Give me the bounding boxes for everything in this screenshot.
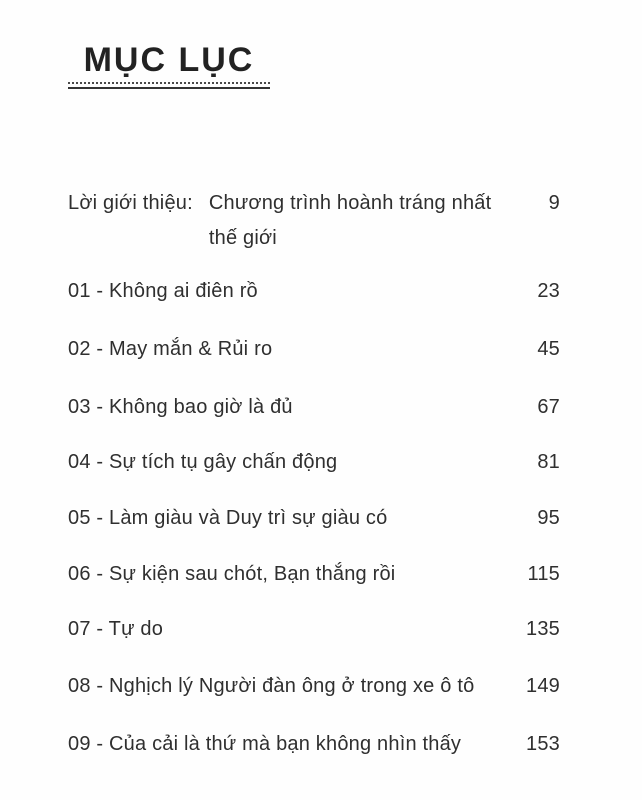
toc-entry	[68, 449, 560, 475]
toc-entry	[68, 616, 560, 642]
toc-entry	[68, 561, 560, 587]
toc-entry-page-number: 67	[537, 396, 560, 418]
toc-entry-label: 04 - Sự tích tụ gây chấn động	[68, 451, 338, 473]
toc-entry-page-number: 45	[537, 338, 560, 360]
toc-entry-label: 03 - Không bao giờ là đủ	[68, 396, 293, 418]
toc-entry	[68, 731, 560, 757]
toc-entry-page-number: 149	[526, 675, 560, 697]
toc-entry	[68, 278, 560, 304]
page-title: MỤC LỤC	[83, 41, 255, 79]
toc-intro-page-number: 9	[548, 192, 560, 214]
toc-entry-label: 09 - Của cải là thứ mà bạn không nhìn thấy	[68, 733, 462, 755]
toc-entry	[68, 394, 560, 420]
toc-entry-label: 08 - Nghịch lý Người đàn ông ở trong xe ô tô	[68, 675, 475, 697]
toc-entry-page-number: 115	[527, 563, 560, 585]
toc-entry-page-number: 153	[526, 733, 560, 755]
toc-entry-page-number: 95	[537, 507, 560, 529]
title-underline	[68, 82, 270, 89]
toc-entry	[68, 336, 560, 362]
toc-entry-label: 06 - Sự kiện sau chót, Bạn thắng rồi	[68, 563, 396, 585]
toc-entry-page-number: 23	[537, 280, 560, 302]
toc-entry	[68, 673, 560, 699]
toc-title-block	[68, 40, 270, 89]
toc-intro-title	[209, 186, 537, 256]
toc-entry-page-number: 135	[526, 618, 560, 640]
toc-entry-label: 07 - Tự do	[68, 618, 164, 640]
toc-entry-label: 02 - May mắn & Rủi ro	[68, 338, 273, 360]
toc-intro-title-line1: Chương trình hoành tráng nhất	[208, 192, 492, 214]
toc-intro-label: Lời giới thiệu:	[68, 192, 193, 214]
title-underline-solid-rule	[68, 87, 270, 89]
toc-entry-page-number: 81	[537, 451, 560, 473]
toc-entry-label: 05 - Làm giàu và Duy trì sự giàu có	[68, 507, 388, 529]
toc-entry-label: 01 - Không ai điên rồ	[68, 280, 258, 302]
toc-intro-title-line2: thế giới	[208, 227, 277, 249]
toc-entry-intro	[68, 186, 560, 256]
toc-entry	[68, 505, 560, 531]
